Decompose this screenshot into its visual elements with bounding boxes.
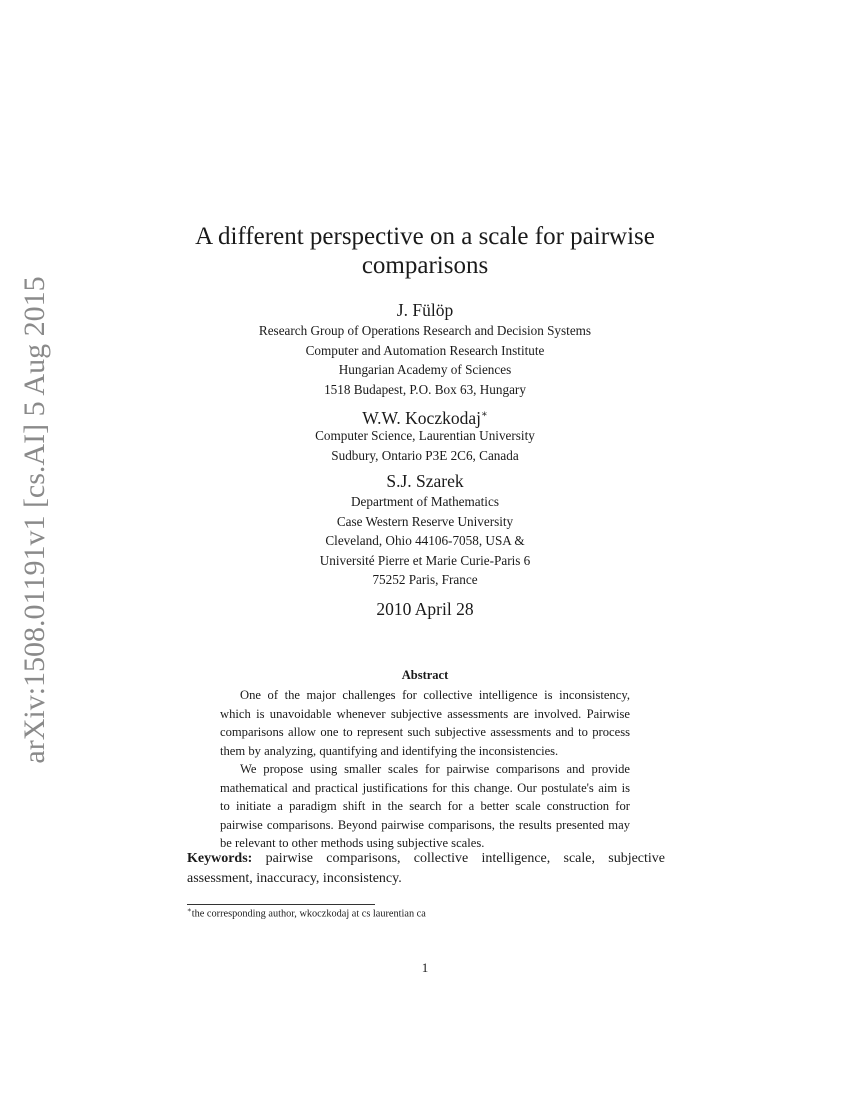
paper-date: 2010 April 28: [376, 599, 474, 619]
arxiv-stamp: arXiv:1508.01191v1 [cs.AI] 5 Aug 2015: [18, 276, 51, 764]
author-name: S.J. Szarek: [386, 471, 464, 491]
title-line-1: A different perspective on a scale for pairwise: [195, 223, 655, 250]
affiliation-line: 75252 Paris, France: [372, 572, 478, 588]
abstract-paragraph: One of the major challenges for collective intelligence is inconsistency, which is unavoidable whenever subjective assessments are involved. Pairwise comparisons allow one to represent such subjective assessments and to process them by analyzing, quantifying and identifying the inconsistencies.: [220, 688, 630, 758]
affiliation-line: Research Group of Operations Research and Decision Systems: [258, 323, 592, 338]
author-affiliation: [0, 321, 850, 399]
author-name: W.W. Koczkodaj: [362, 407, 481, 428]
footnote-rule: [187, 904, 375, 905]
abstract-body: [220, 686, 630, 853]
affiliation-line: Université Pierre et Marie Curie-Paris 6: [319, 552, 531, 568]
affiliation-line: Computer Science, Laurentian University: [315, 428, 535, 443]
affiliation-line: Cleveland, Ohio 44106-7058, USA &: [325, 533, 525, 549]
abstract-heading: Abstract: [401, 668, 449, 682]
abstract-paragraph: We propose using smaller scales for pairwise comparisons and provide mathematical and practical justifications for this change. Our postulate's aim is to initiate a paradigm shift in the search for a better scale construction for pairwise comparisons. Beyond pairwise comparisons, the results presented may be relevant to other methods using subjective scales.: [220, 762, 630, 850]
author-affiliation: [0, 492, 850, 590]
footnote-mark: ∗: [480, 409, 488, 420]
paper-title: [0, 222, 850, 280]
footnote-text: the corresponding author, wkoczkodaj at cs laurentian ca: [191, 908, 426, 920]
keywords: [187, 849, 665, 888]
title-line-2: comparisons: [361, 252, 489, 279]
affiliation-line: Computer and Automation Research Institute: [305, 342, 545, 358]
author-affiliation: [0, 426, 850, 465]
keywords-label: Keywords:: [187, 851, 253, 866]
footnote: [187, 906, 426, 919]
author-name: J. Fülöp: [396, 300, 454, 320]
affiliation-line: 1518 Budapest, P.O. Box 63, Hungary: [324, 381, 526, 397]
keywords-text: pairwise comparisons, collective intelligence, scale, subjective assessment, inaccuracy, inconsistency.: [187, 851, 666, 886]
page-number: 1: [421, 960, 429, 975]
footnote-mark: ∗: [187, 906, 192, 914]
affiliation-line: Case Western Reserve University: [336, 513, 514, 529]
affiliation-line: Hungarian Academy of Sciences: [338, 362, 512, 378]
affiliation-line: Department of Mathematics: [351, 494, 499, 509]
affiliation-line: Sudbury, Ontario P3E 2C6, Canada: [331, 447, 519, 463]
